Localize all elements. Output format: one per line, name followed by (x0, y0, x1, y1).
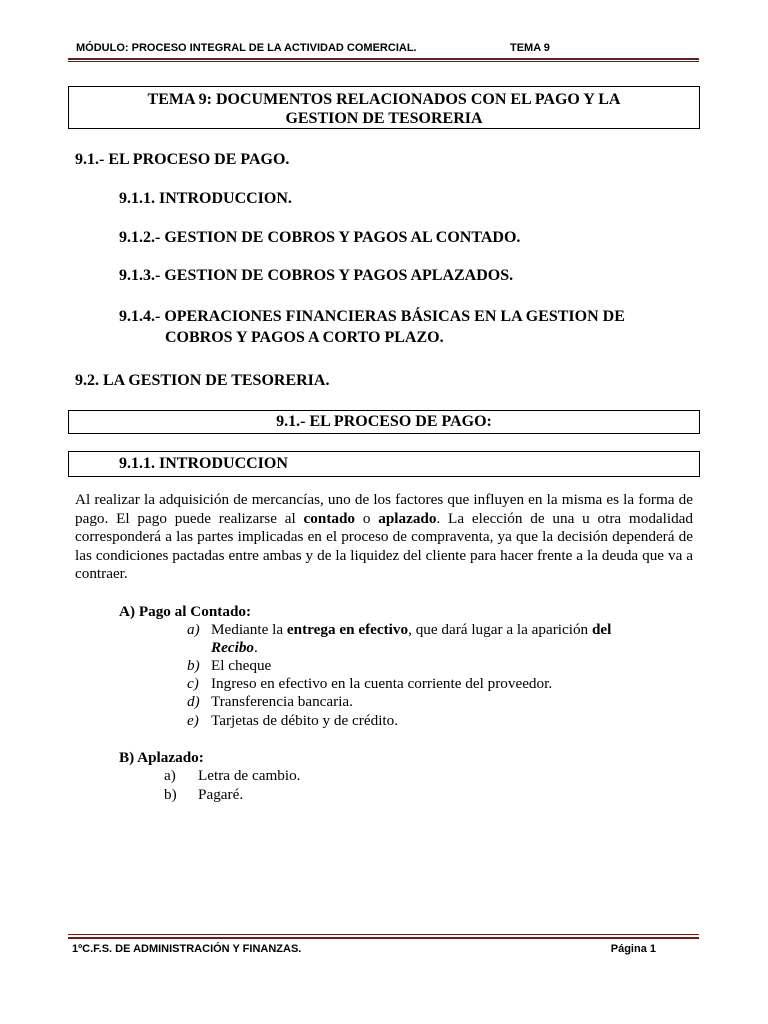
list-a-item-e (187, 712, 694, 731)
subsection-heading-box (68, 451, 700, 477)
footer-page-number: Página 1 (610, 943, 656, 955)
toc-item-9-1-2: 9.1.2.- GESTION DE COBROS Y PAGOS AL CONTADO. (119, 229, 521, 246)
intro-text-3: . La elección de una u otra modalidad corresponderá a las partes implicadas en el proceso de compraventa, ya que la decisión dependerá de las condiciones pactadas entre ambas y de la liquidez del cliente para hacer frente a la deuda que va a contraer. (75, 509, 694, 583)
list-marker: c) (187, 675, 199, 692)
intro-text-1: Al realizar la adquisición de mercancías, uno de los factores que influyen en la misma es la forma de pago. El pago puede realizarse al (75, 491, 693, 527)
list-item-text: El cheque (211, 657, 272, 674)
document-title-box (68, 86, 700, 129)
list-a-item-d (187, 693, 694, 712)
list-marker: b) (187, 657, 200, 674)
footer-rule-thin (68, 934, 699, 935)
document-title-line1: TEMA 9: DOCUMENTOS RELACIONADOS CON EL PAGO Y LA (147, 91, 621, 108)
intro-paragraph (75, 491, 693, 584)
list-marker: e) (187, 712, 199, 729)
list-item-text: Letra de cambio. (198, 767, 301, 784)
intro-text-2: o (355, 509, 379, 527)
intro-bold-aplazado: aplazado (378, 509, 437, 527)
page-footer (72, 942, 656, 956)
list-marker: b) (164, 786, 177, 803)
toc-item-9-1-4-line1: 9.1.4.- OPERACIONES FINANCIERAS BÁSICAS EN LA GESTION DE (119, 308, 625, 325)
list-a-item-a-text (211, 621, 694, 658)
list-item-text: Tarjetas de débito y de crédito. (211, 712, 399, 729)
section-heading: 9.1.- EL PROCESO DE PAGO: (276, 413, 492, 430)
list-marker: a) (187, 621, 200, 638)
list-a-item-b (187, 657, 694, 676)
list-b-item-a (164, 767, 564, 786)
list-a-item-c (187, 675, 694, 694)
item-text: , que dará lugar a la aparición (408, 621, 592, 638)
toc-item-9-2: 9.2. LA GESTION DE TESORERIA. (75, 372, 330, 389)
page-header (76, 41, 696, 55)
list-item-text: Pagaré. (198, 786, 244, 803)
header-module-title: MÓDULO: PROCESO INTEGRAL DE LA ACTIVIDAD COMERCIAL. (76, 42, 417, 54)
toc-item-9-1-1: 9.1.1. INTRODUCCION. (119, 190, 292, 207)
list-item-text: Ingreso en efectivo en la cuenta corriente del proveedor. (211, 675, 553, 692)
footer-rule-thick (68, 937, 699, 939)
document-title-line2: GESTION DE TESORERIA (285, 110, 483, 127)
list-a-label: A) Pago al Contado: (119, 603, 252, 620)
subsection-heading: 9.1.1. INTRODUCCION (119, 455, 288, 472)
header-rule-thin (68, 61, 699, 62)
item-bold-text: entrega en efectivo (286, 621, 409, 638)
toc-item-9-1-4-line2: COBROS Y PAGOS A CORTO PLAZO. (165, 329, 444, 346)
list-b-label: B) Aplazado: (119, 749, 204, 766)
footer-course: 1ºC.F.S. DE ADMINISTRACIÓN Y FINANZAS. (72, 943, 302, 955)
toc-item-9-1: 9.1.- EL PROCESO DE PAGO. (75, 151, 290, 168)
header-rule-thick (68, 58, 699, 60)
intro-bold-contado: contado (303, 509, 356, 527)
list-b-item-b (164, 786, 564, 805)
item-bold-text: del (591, 621, 612, 638)
list-marker: a) (164, 767, 176, 784)
list-marker: d) (187, 693, 200, 710)
list-item-text: Transferencia bancaria. (211, 693, 353, 710)
item-text: . (254, 639, 258, 657)
section-heading-box (68, 410, 700, 434)
header-tema: TEMA 9 (510, 42, 550, 54)
item-text: Mediante la (211, 621, 287, 638)
toc-item-9-1-3: 9.1.3.- GESTION DE COBROS Y PAGOS APLAZADOS. (119, 267, 514, 284)
item-bold-italic-text: Recibo (211, 639, 255, 657)
